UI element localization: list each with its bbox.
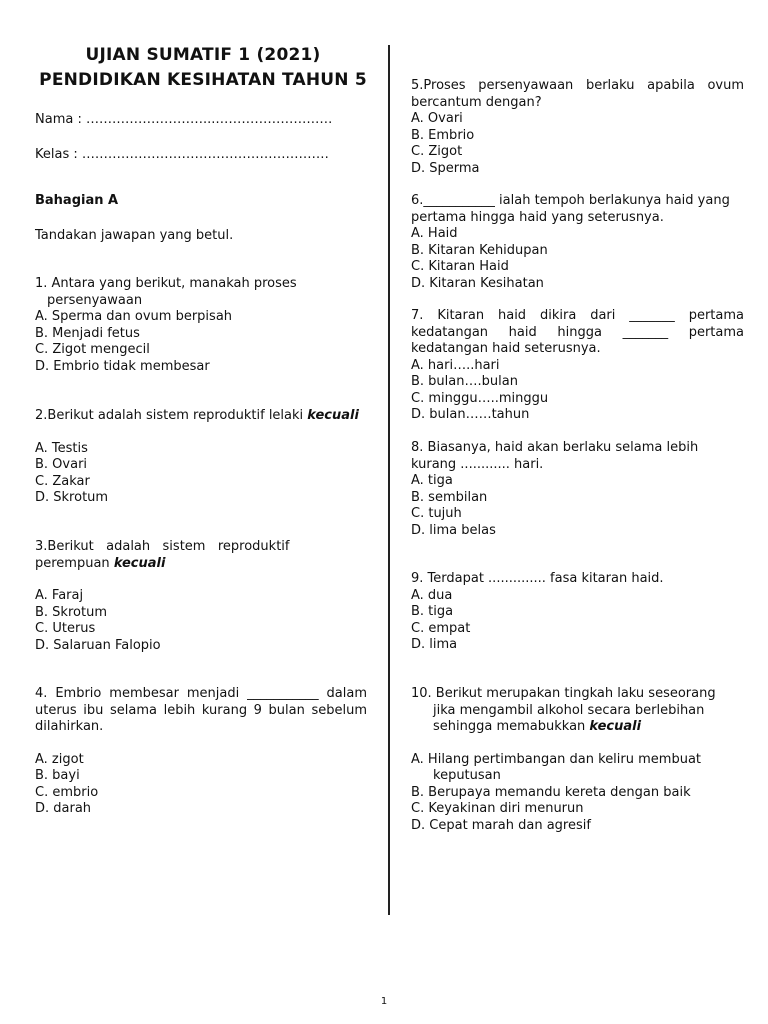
question-8 xyxy=(411,440,744,539)
section-instruction: Tandakan jawapan yang betul. xyxy=(35,228,234,243)
option-b: B. bulan….bulan xyxy=(411,374,518,389)
option-c: C. Uterus xyxy=(35,621,96,636)
emphasis-word: kecuali xyxy=(307,408,359,423)
option-c: C. tujuh xyxy=(411,506,462,521)
question-5 xyxy=(411,78,744,177)
question-stem: 7. Kitaran haid dikira dari _______ pertama kedatangan haid hingga _______ pertama kedatangan haid seterusnya. xyxy=(411,308,744,356)
option-d: D. Skrotum xyxy=(35,490,109,505)
class-field: Kelas : ………………………………………………… xyxy=(35,147,329,162)
option-a: A. Sperma dan ovum berpisah xyxy=(35,309,233,324)
exam-title: UJIAN SUMATIF 1 (2021) xyxy=(85,45,321,65)
option-d: D. Sperma xyxy=(411,160,480,176)
option-c: C. embrio xyxy=(35,784,99,800)
option-d: D. Embrio tidak membesar xyxy=(35,358,210,374)
question-stem: 3.Berikut adalah sistem reproduktif xyxy=(35,539,290,554)
question-9 xyxy=(411,571,744,654)
stem-text: sehingga memabukkan xyxy=(433,719,590,734)
option-a: A. dua xyxy=(411,587,453,603)
option-c: C. empat xyxy=(411,620,471,636)
option-c: C. Zigot mengecil xyxy=(35,342,150,357)
stem-text: 2.Berikut adalah sistem reproduktif lelaki xyxy=(35,408,308,423)
question-4 xyxy=(35,686,367,818)
section-label: Bahagian A xyxy=(35,193,119,208)
question-stem: 1. Antara yang berikut, manakah proses xyxy=(35,276,297,291)
question-stem-cont: jika mengambil alkohol secara berlebihan xyxy=(433,702,705,718)
question-2 xyxy=(35,408,367,507)
option-c: C. Zigot xyxy=(411,144,463,159)
option-b: B. Skrotum xyxy=(35,604,107,620)
question-stem: 4. Embrio membesar menjadi ___________ dalam uterus ibu selama lebih kurang 9 bulan sebelum dilahirkan. xyxy=(35,686,367,734)
question-stem-cont xyxy=(411,719,744,736)
option-d: D. lima belas xyxy=(411,522,496,538)
option-c: C. Zakar xyxy=(35,473,90,489)
option-d: D. Salaruan Falopio xyxy=(35,637,161,653)
question-stem-cont xyxy=(35,556,367,573)
option-b: B. sembilan xyxy=(411,489,488,505)
option-c: C. minggu…..minggu xyxy=(411,390,549,406)
option-b: B. Embrio xyxy=(411,127,475,143)
question-7 xyxy=(411,308,744,424)
question-stem: 6.___________ ialah tempoh berlakunya haid yang pertama hingga haid yang seterusnya. xyxy=(411,193,730,225)
question-stem xyxy=(35,408,367,425)
page-number: 1 xyxy=(380,996,388,1007)
option-b: B. Menjadi fetus xyxy=(35,325,140,341)
option-b: B. Kitaran Kehidupan xyxy=(411,242,548,258)
option-d: D. Kitaran Kesihatan xyxy=(411,275,544,291)
option-b: B. tiga xyxy=(411,604,454,619)
question-stem: 5.Proses persenyawaan berlaku apabila ovum bercantum dengan? xyxy=(411,78,744,110)
option-b: B. Berupaya memandu kereta dengan baik xyxy=(411,784,691,800)
question-stem: 8. Biasanya, haid akan berlaku selama lebih xyxy=(411,440,699,455)
question-10 xyxy=(411,686,744,834)
name-field: Nama : ………………………...……………………… xyxy=(35,112,333,127)
option-a: A. Ovari xyxy=(411,111,463,126)
option-c: C. Kitaran Haid xyxy=(411,259,509,274)
question-stem-cont: persenyawaan xyxy=(47,292,143,308)
option-a: A. Hilang pertimbangan dan keliru membuat xyxy=(411,751,702,767)
option-a: A. zigot xyxy=(35,751,84,767)
question-stem: 9. Terdapat .............. fasa kitaran haid. xyxy=(411,571,664,586)
emphasis-word: kecuali xyxy=(113,555,166,571)
question-3 xyxy=(35,539,367,654)
question-stem: 10. Berikut merupakan tingkah laku seseorang xyxy=(411,686,716,701)
option-d: D. lima xyxy=(411,637,458,652)
option-b: B. Ovari xyxy=(35,457,88,472)
option-b: B. bayi xyxy=(35,768,80,783)
option-d: D. bulan……tahun xyxy=(411,407,530,422)
option-a: A. hari…..hari xyxy=(411,357,500,373)
option-d: D. Cepat marah dan agresif xyxy=(411,817,591,833)
option-a: A. Haid xyxy=(411,226,458,241)
column-divider xyxy=(388,45,390,915)
option-a: A. tiga xyxy=(411,473,453,488)
option-a: A. Faraj xyxy=(35,588,84,603)
option-a: A. Testis xyxy=(35,440,88,456)
option-c: C. Keyakinan diri menurun xyxy=(411,801,584,816)
question-1 xyxy=(35,276,367,375)
option-a-cont: keputusan xyxy=(433,768,501,783)
question-6 xyxy=(411,193,744,292)
question-stem-cont: kurang ............ hari. xyxy=(411,456,544,472)
stem-text: perempuan xyxy=(35,555,114,571)
option-d: D. darah xyxy=(35,801,92,816)
exam-subject: PENDIDIKAN KESIHATAN TAHUN 5 xyxy=(39,70,367,90)
emphasis-word: kecuali xyxy=(589,719,642,734)
